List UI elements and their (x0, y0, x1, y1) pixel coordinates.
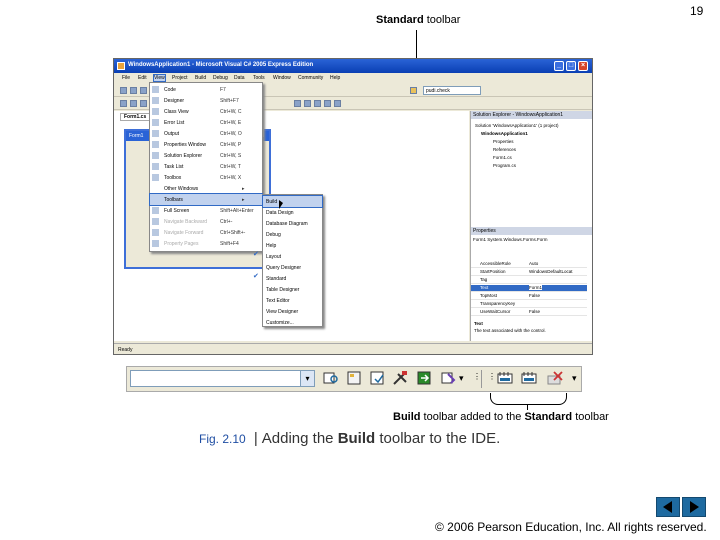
toolbar-separator (481, 370, 482, 388)
code-icon (152, 86, 159, 93)
window-title: WindowsApplication1 - Microsoft Visual C# 2005 Express Edition (128, 62, 314, 68)
center-vertically-icon[interactable] (334, 100, 341, 107)
solution-explorer-header: Solution Explorer - WindowsApplication1 (471, 111, 593, 119)
property-row[interactable]: TransparencyKey (471, 301, 587, 308)
callout-standard-toolbar (376, 14, 460, 26)
property-row[interactable]: Tag (471, 277, 587, 284)
solution-node[interactable]: Solution 'WindowsApplication1' (1 project) (475, 123, 559, 128)
prev-arrow-icon (657, 498, 679, 516)
toolbar-item-customize[interactable]: Customize... (266, 320, 294, 326)
menu-window[interactable]: Window (273, 75, 291, 81)
menu-help[interactable]: Help (330, 75, 341, 81)
menu-data[interactable]: Data (234, 75, 245, 81)
toolbar-item-standard[interactable]: Standard (266, 276, 287, 282)
center-horizontally-icon[interactable] (324, 100, 331, 107)
maximize-icon[interactable]: □ (566, 61, 576, 71)
figure-separator: | (253, 430, 258, 447)
minimize-icon[interactable]: _ (554, 61, 564, 71)
callout-brace-tip (527, 404, 528, 410)
right-panel (470, 111, 592, 341)
figure-caption (199, 430, 500, 447)
status-bar: Ready (114, 343, 592, 354)
save-icon[interactable] (140, 87, 147, 94)
class-view-icon[interactable] (440, 370, 458, 386)
property-row-selected[interactable]: Text Form1 (471, 285, 587, 292)
search-combo[interactable]: pudi.check (423, 86, 481, 95)
navigate-forward-icon (152, 229, 159, 236)
menu-item-other-windows[interactable]: Other Windows ▸ (164, 186, 245, 192)
menu-item-designer[interactable]: Designer Shift+F7 (150, 95, 262, 106)
toolbar-item-table-designer[interactable]: Table Designer (266, 287, 300, 293)
spacing-icon[interactable] (314, 100, 321, 107)
solution-explorer-icon[interactable] (346, 370, 364, 386)
menu-tools[interactable]: Tools (253, 75, 265, 81)
property-pages-icon (152, 240, 159, 247)
menu-item-full-screen[interactable]: Full Screen Shift+Alt+Enter (150, 205, 262, 216)
menu-project[interactable]: Project (172, 75, 188, 81)
toolbar-options-icon[interactable]: ▾ (459, 373, 464, 383)
callout-brace (490, 393, 567, 405)
properties-object-selector[interactable]: Form1 System.Windows.Forms.Form (473, 237, 548, 242)
toolbar-item-query-designer[interactable]: Query Designer (266, 265, 302, 271)
menu-item-task-list[interactable]: Task List Ctrl+W, T (150, 161, 262, 172)
task-list-icon (152, 163, 159, 170)
view-menu (149, 82, 263, 252)
mouse-cursor-icon (279, 200, 283, 209)
close-icon[interactable]: × (578, 61, 588, 71)
make-same-height-icon[interactable] (304, 100, 311, 107)
app-icon (117, 62, 125, 70)
menu-item-code[interactable]: Code F7 (150, 84, 262, 95)
toolbox-icon[interactable] (392, 370, 410, 386)
align-left-icon[interactable] (120, 100, 127, 107)
menu-item-output[interactable]: Output Ctrl+W, O (150, 128, 262, 139)
figure-bold: Build (337, 430, 376, 447)
menu-build[interactable]: Build (195, 75, 207, 81)
full-screen-icon (152, 207, 159, 214)
cancel-build-icon[interactable] (546, 370, 564, 386)
menu-edit[interactable]: Edit (138, 75, 147, 81)
toolbar-item-debug[interactable]: Debug (266, 232, 281, 238)
menu-community[interactable]: Community (298, 75, 324, 81)
build-toolbar-caption: Build toolbar added to the Standard toolbar (393, 411, 609, 423)
solution-config-combo[interactable] (130, 370, 315, 387)
figure-text-b: toolbar to the IDE. (375, 430, 501, 447)
figure-text-a: Adding the (261, 430, 338, 447)
copyright-notice: © 2006 Pearson Education, Inc. All rights reserved. (435, 520, 707, 534)
title-bar (114, 59, 592, 73)
build-toolbar-grip-icon[interactable]: ⋮ (488, 372, 496, 381)
references-node[interactable]: References (493, 147, 517, 152)
solution-explorer-icon (152, 152, 159, 159)
menu-item-class-view[interactable]: Class View Ctrl+W, C (150, 106, 262, 117)
error-list-icon (152, 119, 159, 126)
menu-item-error-list[interactable]: Error List Ctrl+W, E (150, 117, 262, 128)
find-in-files-icon[interactable] (322, 370, 340, 386)
page-number: 19 (690, 4, 704, 18)
open-icon[interactable] (130, 87, 137, 94)
menu-view[interactable]: View (154, 75, 165, 81)
property-row[interactable]: StartPosition WindowsDefaultLocat (471, 269, 587, 276)
rebuild-solution-icon[interactable] (520, 370, 538, 386)
toolbar-item-text-editor[interactable]: Text Editor (266, 298, 290, 304)
tab-form1-design[interactable]: Form1.cs (120, 113, 162, 121)
align-center-icon[interactable] (130, 100, 137, 107)
form-title: Form1 (126, 131, 269, 141)
form1-node[interactable]: Form1.cs (493, 155, 512, 160)
toolbars-submenu (262, 194, 323, 327)
toolbar-item-view-designer[interactable]: View Designer (266, 309, 299, 315)
menu-item-property-pages[interactable]: Property Pages Shift+F4 (150, 238, 262, 249)
build-toolbar-options-icon[interactable]: ▾ (572, 373, 577, 383)
menu-item-toolbars[interactable]: Toolbars ▸ (150, 194, 262, 205)
standard-check-icon: ✔ (253, 273, 259, 280)
menu-debug[interactable]: Debug (213, 75, 228, 81)
next-slide-button[interactable] (682, 497, 706, 517)
designer-icon (152, 97, 159, 104)
properties-node[interactable]: Properties (493, 139, 514, 144)
callout-rest: toolbar (423, 14, 461, 26)
align-right-icon[interactable] (140, 100, 147, 107)
callout-bold: Standard (376, 14, 424, 26)
navigate-backward-icon (152, 218, 159, 225)
prev-slide-button[interactable] (656, 497, 680, 517)
output-icon (152, 130, 159, 137)
make-same-width-icon[interactable] (294, 100, 301, 107)
start-page-icon[interactable] (416, 370, 434, 386)
next-arrow-icon (683, 498, 705, 516)
new-project-icon[interactable] (120, 87, 127, 94)
property-row[interactable]: UseWaitCursor False (471, 309, 587, 316)
property-row[interactable]: TopMost False (471, 293, 587, 300)
toolbar-item-layout[interactable]: Layout (266, 254, 282, 260)
menu-item-solution-explorer[interactable]: Solution Explorer Ctrl+W, S (150, 150, 262, 161)
figure-number: Fig. 2.10 (199, 432, 246, 446)
layout-check-icon: ✔ (253, 251, 259, 258)
toolbox-icon (152, 174, 159, 181)
program-node[interactable]: Program.cs (493, 163, 517, 168)
properties-icon (152, 141, 159, 148)
property-desc-text: The text associated with the control. (474, 328, 546, 333)
property-row[interactable]: AccessibleRole Auto (471, 261, 587, 268)
menu-item-navigate-backward[interactable]: Navigate Backward Ctrl+- (150, 216, 262, 227)
properties-header: Properties (471, 227, 593, 235)
find-icon[interactable] (410, 87, 417, 94)
menu-item-properties-window[interactable]: Properties Window Ctrl+W, P (150, 139, 262, 150)
class-view-icon (152, 108, 159, 115)
toolbar-item-build[interactable]: Build (263, 196, 322, 207)
toolbar-item-database-diagram[interactable]: Database Diagram (266, 221, 308, 227)
menu-item-navigate-forward[interactable]: Navigate Forward Ctrl+Shift+- (150, 227, 262, 238)
build-solution-icon[interactable] (496, 370, 514, 386)
menu-item-toolbox[interactable]: Toolbox Ctrl+W, X (150, 172, 262, 183)
toolbar-item-data-design[interactable]: Data Design (266, 210, 294, 216)
properties-window-icon[interactable] (369, 370, 387, 386)
menu-file[interactable]: File (122, 75, 131, 81)
combo-dropdown-icon[interactable]: ▾ (300, 370, 315, 387)
project-node[interactable]: WindowsApplication1 (481, 131, 528, 136)
property-desc-title: Text (474, 321, 483, 326)
toolbar-grip-icon[interactable]: ⋮ (473, 372, 481, 381)
toolbar-item-help[interactable]: Help (266, 243, 277, 249)
